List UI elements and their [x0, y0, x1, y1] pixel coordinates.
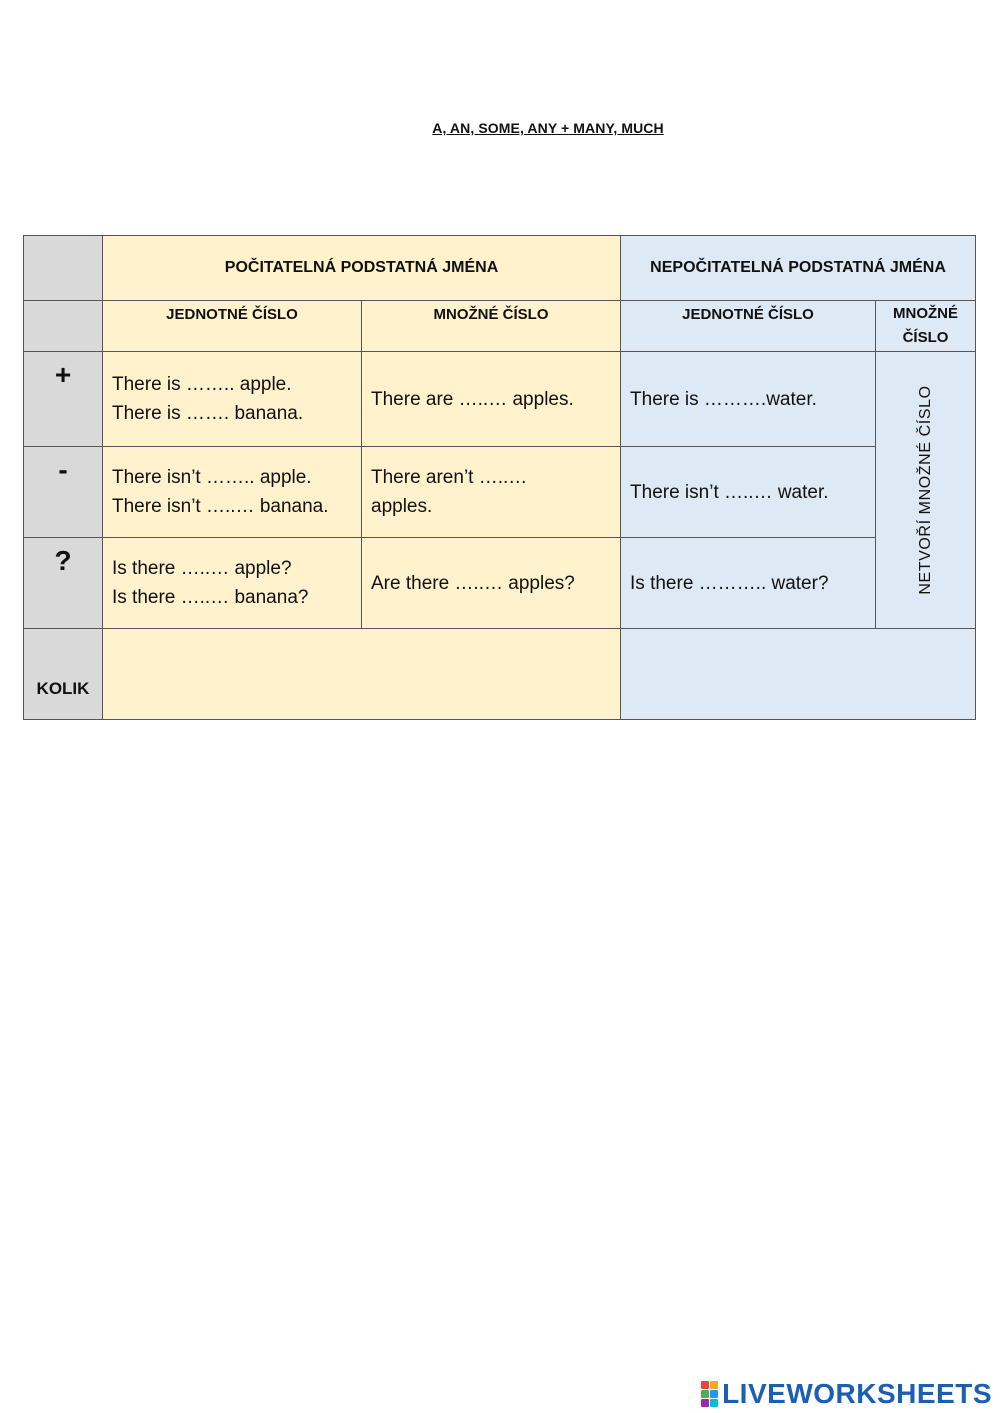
logo-square — [701, 1381, 709, 1389]
positive-plural-cell — [362, 352, 621, 447]
question-plural-cell — [362, 538, 621, 629]
kolik-label: KOLIK — [24, 629, 103, 720]
kolik-countable-answer[interactable] — [103, 629, 621, 720]
sentence: apples. — [371, 496, 433, 517]
question-uncountable-cell — [621, 538, 876, 629]
sign-negative: - — [24, 447, 103, 538]
kolik-uncountable-answer[interactable] — [621, 629, 976, 720]
corner-cell — [24, 236, 103, 301]
countable-header: POČITATELNÁ PODSTATNÁ JMÉNA — [103, 236, 621, 301]
positive-uncountable-cell — [621, 352, 876, 447]
logo-mark-icon — [701, 1381, 718, 1407]
countable-plural-header: MNOŽNÉ ČÍSLO — [362, 301, 621, 352]
sentence: There is ……….water. — [630, 388, 817, 410]
negative-uncountable-cell — [621, 447, 876, 538]
sentence: Is there …..… banana? — [112, 587, 309, 608]
countable-singular-header: JEDNOTNÉ ČÍSLO — [103, 301, 362, 352]
logo-square — [710, 1390, 718, 1398]
sentence: There isn’t …..… banana. — [112, 496, 329, 517]
logo-square — [710, 1399, 718, 1407]
negative-plural-cell — [362, 447, 621, 538]
sentence: There aren’t …..… — [371, 467, 528, 488]
sentence: Are there …..… apples? — [371, 572, 575, 594]
uncountable-plural-line2: ČÍSLO — [902, 329, 949, 346]
sentence: There isn’t …….. apple. — [112, 467, 312, 488]
uncountable-header: NEPOČITATELNÁ PODSTATNÁ JMÉNA — [621, 236, 976, 301]
sentence: There isn’t …..… water. — [630, 481, 829, 503]
uncountable-plural-line1: MNOŽNÉ — [893, 305, 959, 322]
logo-text: LIVEWORKSHEETS — [722, 1378, 992, 1409]
sign-positive: + — [24, 352, 103, 447]
no-plural-note: NETVOŘÍ MNOŽNÉ ČÍSLO — [916, 385, 934, 595]
grammar-table — [23, 235, 976, 720]
logo-square — [701, 1390, 709, 1398]
sentence: There is …….. apple. — [112, 374, 292, 395]
logo-square — [701, 1399, 709, 1407]
uncountable-plural-header — [876, 301, 976, 352]
liveworksheets-logo — [701, 1378, 992, 1410]
corner-cell-2 — [24, 301, 103, 352]
sentence: There is ……. banana. — [112, 403, 304, 424]
positive-singular-cell — [103, 352, 362, 447]
question-singular-cell — [103, 538, 362, 629]
sign-question: ? — [24, 538, 103, 629]
sentence: There are …..… apples. — [371, 388, 574, 410]
page-title: A, AN, SOME, ANY + MANY, MUCH — [432, 120, 664, 136]
sentence: Is there …..… apple? — [112, 558, 292, 579]
uncountable-singular-header: JEDNOTNÉ ČÍSLO — [621, 301, 876, 352]
logo-square — [710, 1381, 718, 1389]
negative-singular-cell — [103, 447, 362, 538]
sentence: Is there ……….. water? — [630, 572, 829, 594]
no-plural-cell — [876, 352, 976, 629]
